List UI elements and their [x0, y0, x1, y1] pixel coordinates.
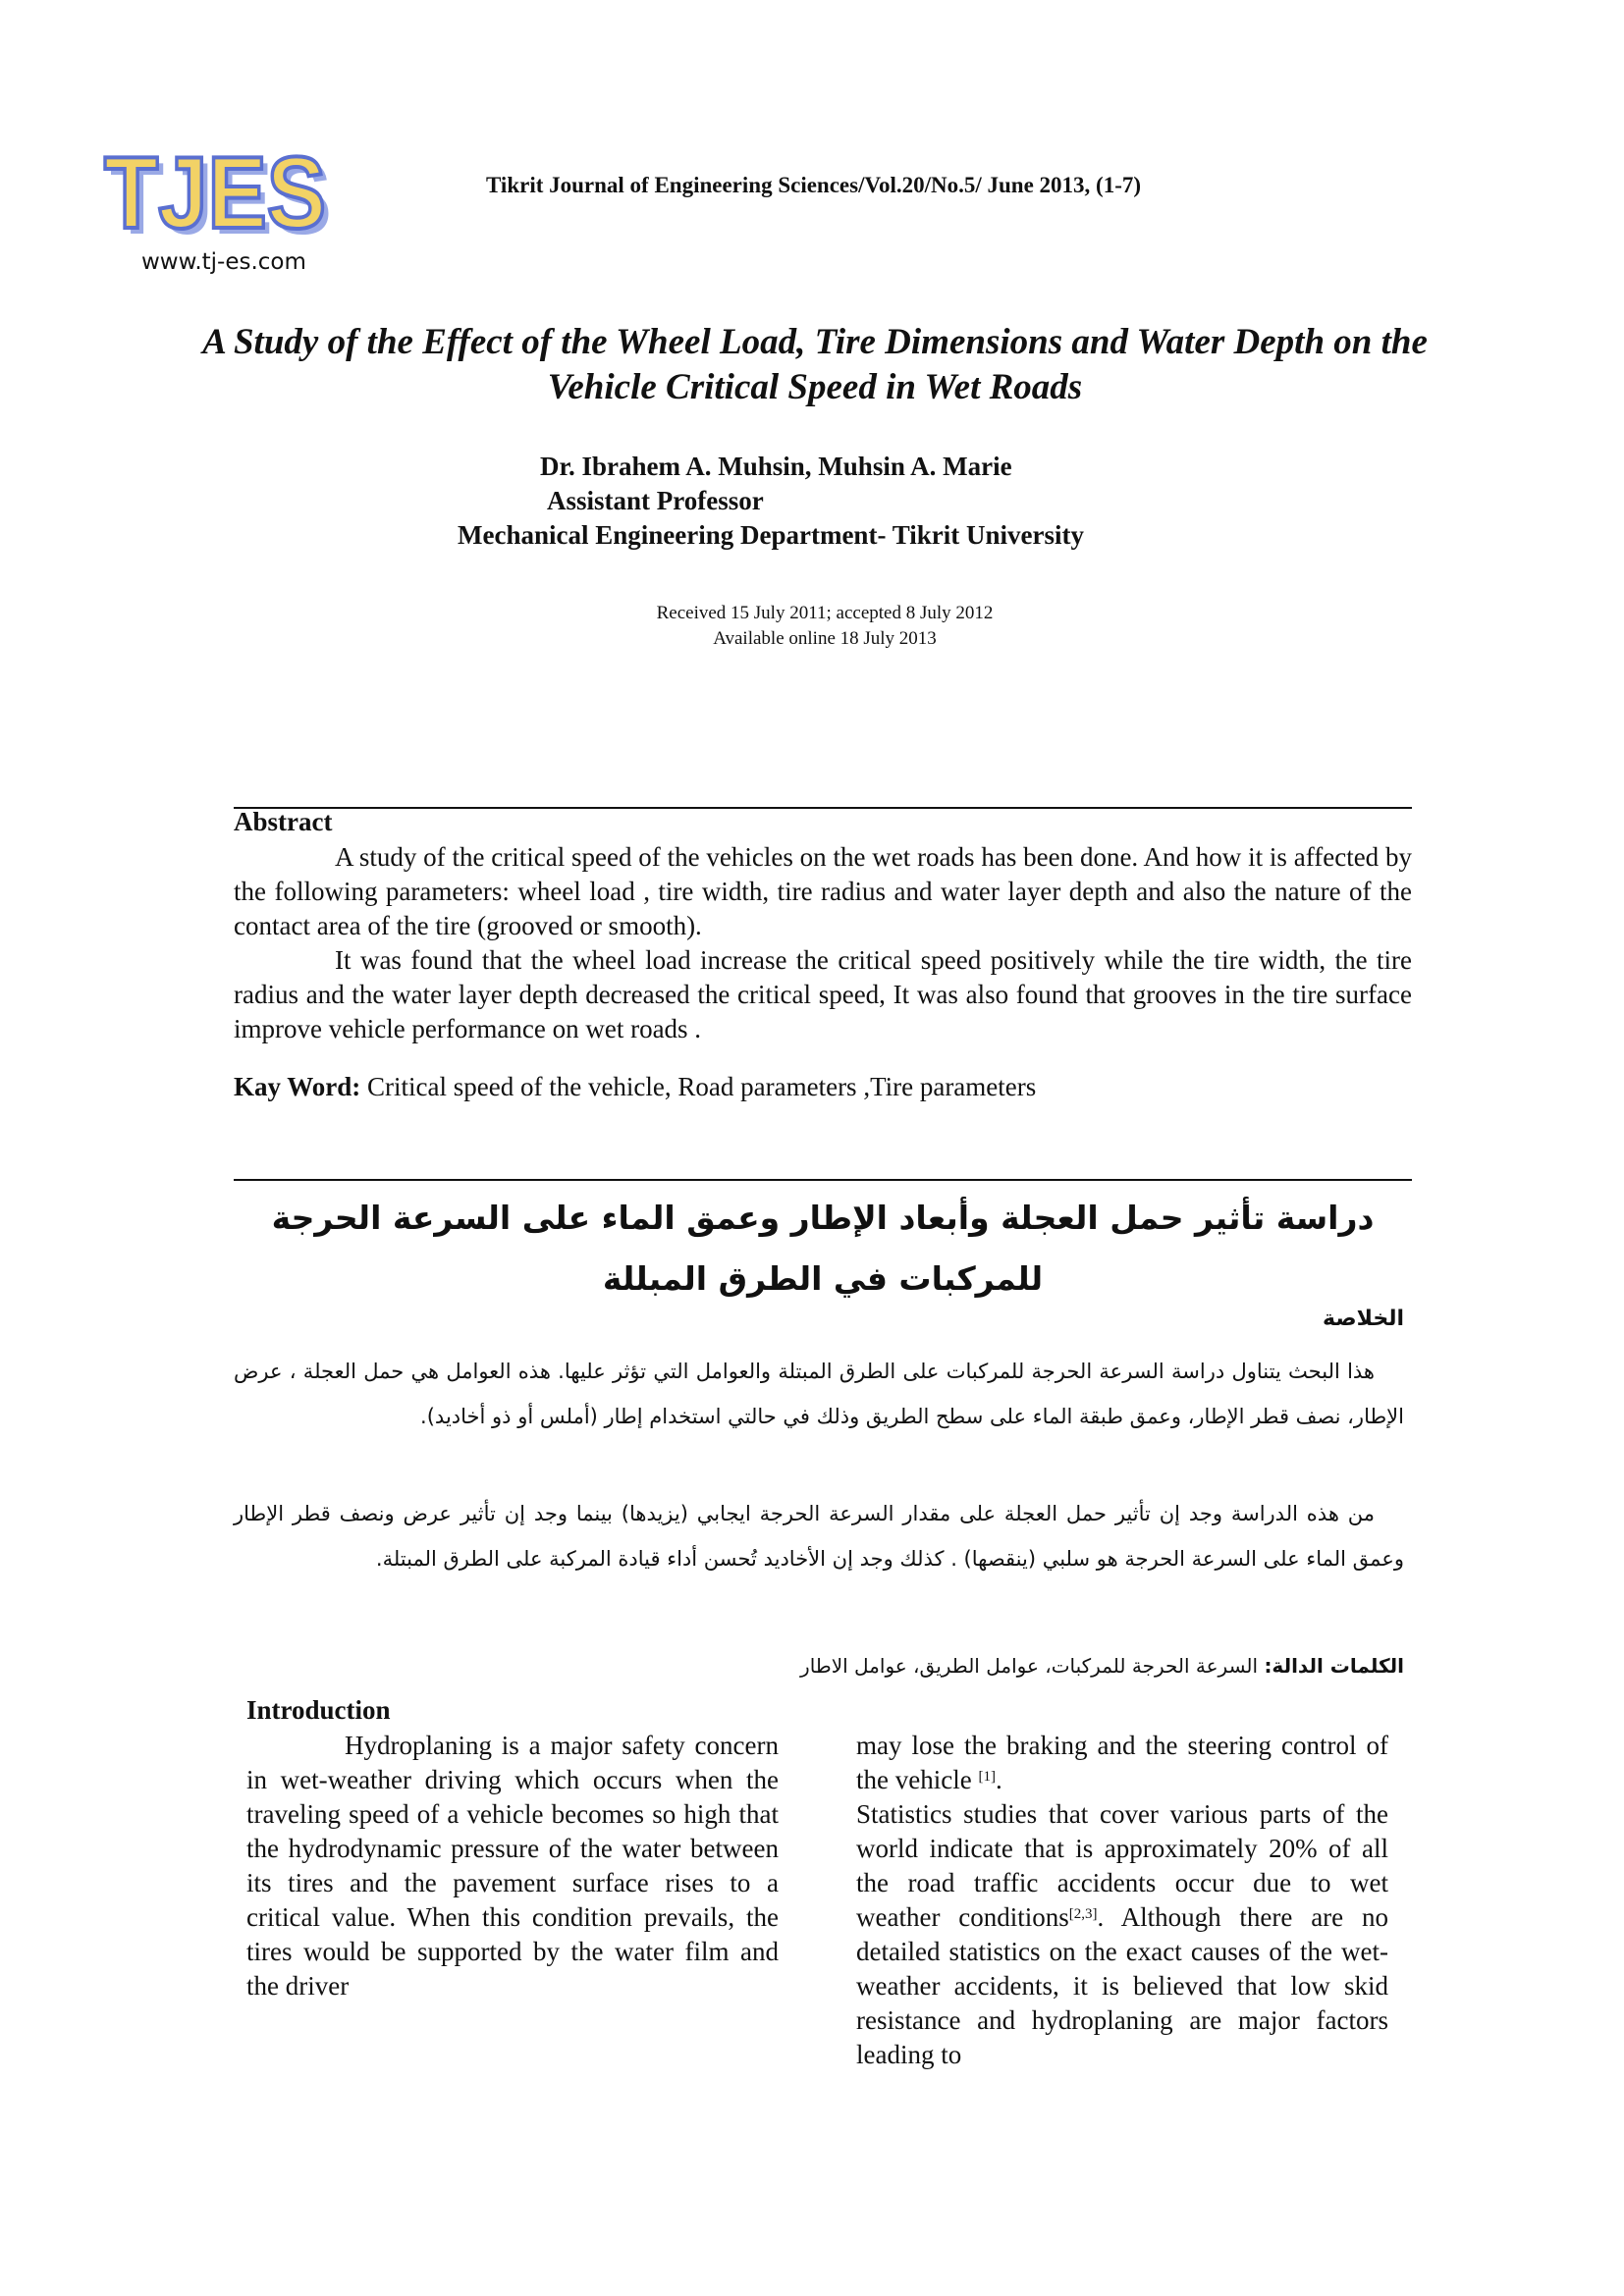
arabic-keywords-text: السرعة الحرجة للمركبات، عوامل الطريق، عوامل الاطار: [800, 1654, 1265, 1678]
abstract-paragraph-2: It was found that the wheel load increase the critical speed positively while the tire width, the tire radius and the water layer depth decreased the critical speed, It was also found that grooves in the tire surface improve vehicle performance on wet roads .: [234, 945, 1412, 1043]
author-position: Assistant Professor: [547, 486, 764, 515]
introduction-heading: Introduction: [246, 1695, 391, 1725]
paper-authors: Dr. Ibrahem A. Muhsin, Muhsin A. Marie: [540, 452, 1012, 481]
abstract-paragraph-1: A study of the critical speed of the vehicles on the wet roads has been done. And how it is affected by the following parameters: wheel load , tire width, tire radius and water layer depth and also the nature of the contact area of the tire (grooved or smooth).: [234, 842, 1412, 940]
arabic-summary-heading: الخلاصة: [1323, 1307, 1404, 1331]
author-department: Mechanical Engineering Department- Tikrit University: [458, 520, 1084, 550]
keywords: [234, 1072, 1036, 1102]
arabic-keywords: [800, 1654, 1404, 1678]
col2-text-d: . Although there are no detailed statistics on the exact causes of the wet-weather accidents, it is believed that low skid resistance and hydroplaning are major factors leading to: [856, 1902, 1388, 2069]
logo-shadow-text: TJES: [110, 142, 332, 247]
abstract-top-rule: [234, 807, 1412, 809]
arabic-abstract-top-rule: [234, 1179, 1412, 1181]
introduction-column-2: [856, 1729, 1388, 2072]
citation-ref-1: [1]: [978, 1769, 996, 1785]
tjes-logo-graphic: [102, 132, 338, 247]
citation-ref-2: [2,3]: [1068, 1906, 1098, 1922]
col2-text-c: Statistics studies that cover various parts of the world indicate that is approximately 20% of all the road traffic accidents occur due to wet weather conditions: [856, 1799, 1388, 1932]
received-date: Received 15 July 2011; accepted 8 July 2012: [656, 603, 994, 623]
logo-main-text: TJES: [104, 136, 326, 247]
arabic-paragraph-1: هذا البحث يتناول دراسة السرعة الحرجة للمركبات على الطرق المبتلة والعوامل التي تؤثر عليها. هذه العوامل هي حمل العجلة ، عرض الإطار، نصف قطر الإطار، وعمق طبقة الماء على سطح الطريق وذلك في حالتي استخدام إطار (أملس أو ذو أخاديد).: [234, 1360, 1404, 1428]
col2-text-a: may lose the braking and the steering control of the vehicle: [856, 1731, 1388, 1794]
introduction-column-1: Hydroplaning is a major safety concern in wet-weather driving which occurs when the traveling speed of a vehicle becomes so high that the hydrodynamic pressure of the water between its tires and the pavement surface rises to a critical value. When this condition prevails, the tires would be supported by the water film and the driver: [246, 1731, 779, 2001]
arabic-paragraph-2: من هذه الدراسة وجد إن تأثير حمل العجلة على مقدار السرعة الحرجة ايجابي (يزيدها) بينما وجد إن تأثير عرض ونصف قطر الإطار وعمق الماء على السرعة الحرجة هو سلبي (ينقصها) . كذلك وجد إن الأخاديد تُحسن أداء قيادة المركبة على الطرق المبتلة.: [234, 1502, 1404, 1571]
col2-text-b: .: [995, 1765, 1002, 1794]
abstract-heading: Abstract: [234, 807, 333, 836]
paper-title: A Study of the Effect of the Wheel Load, Tire Dimensions and Water Depth on the Vehicle Critical Speed in Wet Roads: [202, 322, 1428, 407]
journal-citation-line: Tikrit Journal of Engineering Sciences/Vol.20/No.5/ June 2013, (1-7): [486, 173, 1142, 197]
arabic-title: دراسة تأثير حمل العجلة وأبعاد الإطار وعمق الماء على السرعة الحرجة للمركبات في الطرق المبللة: [271, 1199, 1375, 1298]
keywords-text: Critical speed of the vehicle, Road parameters ,Tire parameters: [360, 1072, 1037, 1101]
journal-url: www.tj-es.com: [141, 249, 306, 275]
journal-logo: [102, 132, 338, 279]
arabic-keywords-label: الكلمات الدالة:: [1264, 1654, 1404, 1678]
keywords-label: Kay Word:: [234, 1072, 361, 1101]
available-date: Available online 18 July 2013: [713, 628, 937, 649]
